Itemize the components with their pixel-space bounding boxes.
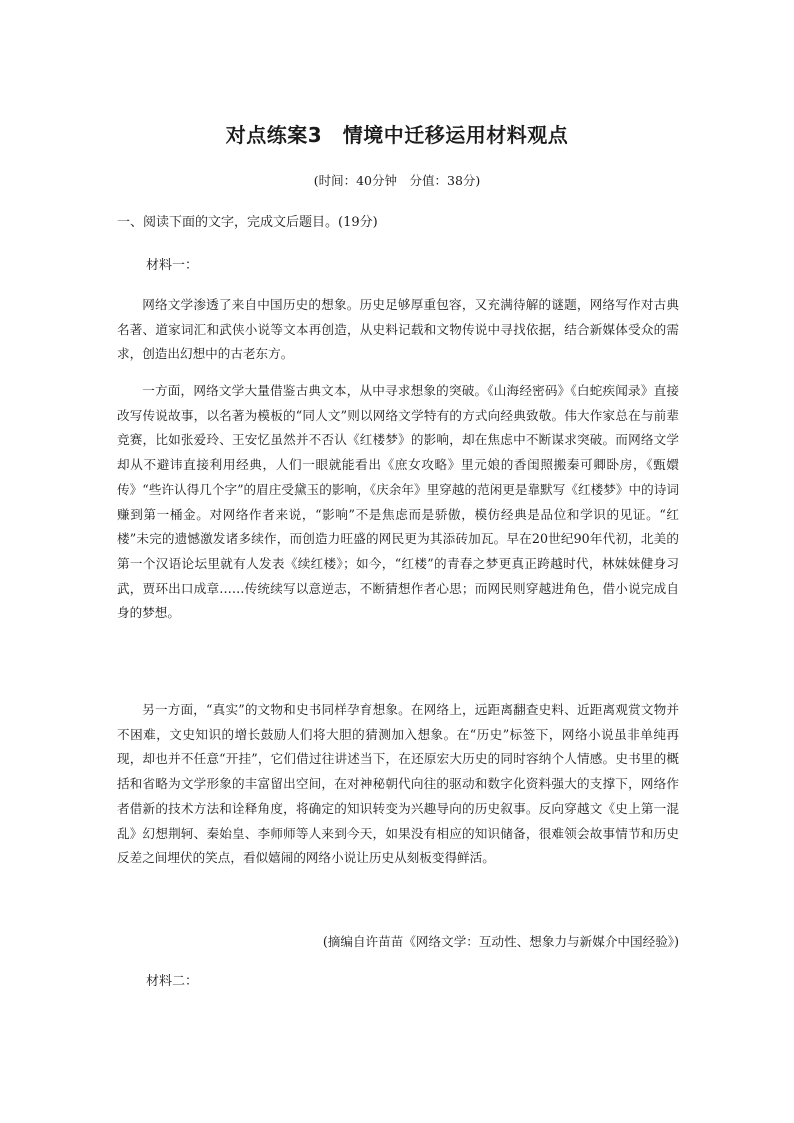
material-1-label: 材料一： bbox=[146, 258, 199, 273]
question-heading: 一、阅读下面的文字，完成文后题目。(19分) bbox=[117, 215, 378, 230]
paragraph-1: 网络文学渗透了来自中国历史的想象。历史足够厚重包容，又充满待解的谜题，网络写作对古典名著、道家词汇和武侠小说等文本再创造，从史料记载和文物传说中寻找依据，结合新媒体受众的需求，创造出幻想中的古老东方。 bbox=[117, 297, 679, 362]
paragraph-3: 另一方面，“真实”的文物和史书同样孕育想象。在网络上，远距离翻查史料、近距离观赏文物并不困难，文史知识的增长鼓励人们将大胆的猜测加入想象。在“历史”标签下，网络小说虽非单纯再现，却也并不任意“开挂”，它们借过往讲述当下，在还原宏大历史的同时容纳个人情感。史书里的概括和省略为文学形象的丰富留出空间，在对神秘朝代向往的驱动和数字化资料强大的支撑下，网络作者借新的技术方法和诠释角度，将确定的知识转变为兴趣导向的历史叙事。反向穿越文《史上第一混乱》幻想荆轲、秦始皇、李师师等人来到今天，如果没有相应的知识储备，很难领会故事情节和历史反差之间埋伏的笑点，看似嬉闹的网络小说让历史从刻板变得鲜活。 bbox=[117, 702, 679, 866]
time-and-score: (时间：40分钟 分值：38分) bbox=[313, 173, 481, 188]
paragraph-2: 一方面，网络文学大量借鉴古典文本，从中寻求想象的突破。《山海经密码》《白蛇疾闻录》直接改写传说故事，以名著为模板的“同人文”则以网络文学特有的方式向经典致敬。伟大作家总在与前辈竞赛，比如张爱玲、王安忆虽然并不否认《红楼梦》的影响，却在焦虑中不断谋求突破。而网络文学却从不避讳直接利用经典，人们一眼就能看出《庶女攻略》里元娘的香闺照搬秦可卿卧房，《甄嬛传》“些许认得几个字”的眉庄受黛玉的影响，《庆余年》里穿越的范闲更是靠默写《红楼梦》中的诗词赚到第一桶金。对网络作者来说，“影响”不是焦虑而是骄傲，模仿经典是品位和学识的见证。“红楼”未完的遗憾激发诸多续作，而创造力旺盛的网民更为其添砖加瓦。早在20世纪90年代初，北美的第一个汉语论坛里就有人发表《续红楼》；如今，“红楼”的青春之梦更真正跨越时代，林妹妹健身习武，贾环出口成章……传统续写以意逆志，不断猜想作者心思；而网民则穿越进角色，借小说完成自身的梦想。 bbox=[117, 383, 679, 621]
source-citation: (摘编自许苗苗《网络文学：互动性、想象力与新媒介中国经验》) bbox=[322, 934, 679, 949]
material-2-label: 材料二： bbox=[146, 974, 199, 989]
page-title: 对点练案3 情境中迁移运用材料观点 bbox=[225, 123, 569, 147]
